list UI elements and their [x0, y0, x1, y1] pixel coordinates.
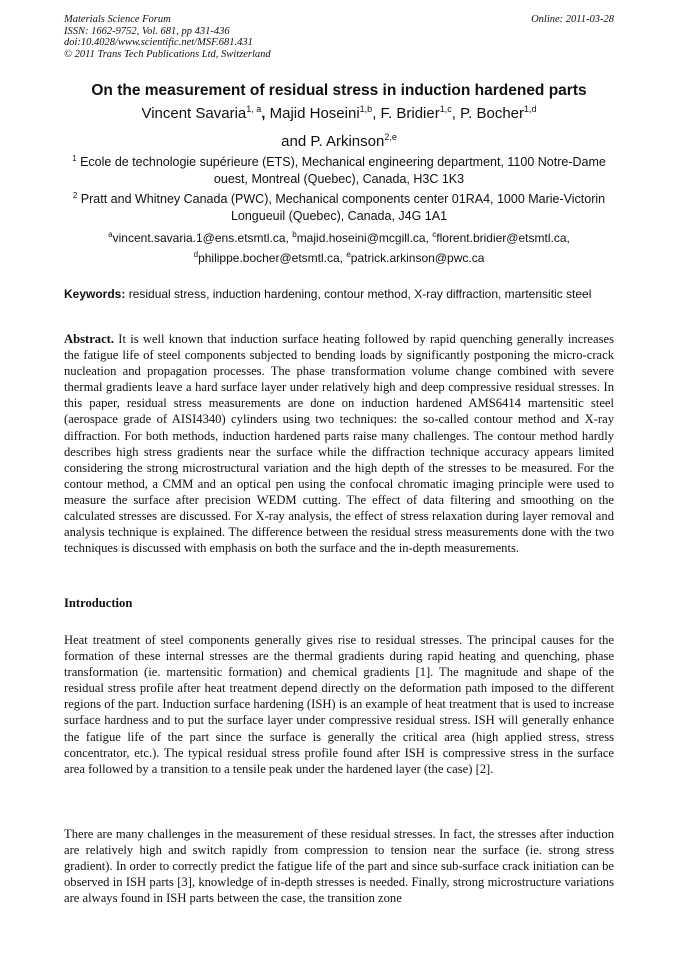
affiliation-1: [60, 154, 618, 188]
email-sup: b: [292, 230, 297, 239]
author-name: Vincent Savaria: [141, 105, 247, 122]
email-c[interactable]: florent.bridier@etsmtl.ca,: [436, 231, 570, 245]
affiliation-sup: 2: [72, 191, 78, 200]
abstract-label: Abstract.: [64, 332, 115, 346]
author-list-line2: [40, 129, 638, 155]
issn-line: ISSN: 1662-9752, Vol. 681, pp 431-436: [64, 25, 230, 37]
affiliation-sup: 1: [72, 154, 77, 163]
abstract-block: [64, 331, 614, 556]
author-name: P. Bocher: [460, 105, 525, 122]
author-sup: 2,e: [384, 132, 397, 142]
author-sup: 1,b: [359, 104, 373, 114]
email-d[interactable]: philippe.bocher@etsmtl.ca,: [198, 251, 343, 265]
intro-paragraph-1: Heat treatment of steel components generally gives rise to residual stresses. The principal causes for the formation of these internal stresses are the thermal gradients during rapid heating and quenching, phase transformation (ie. martensitic formation) and chemical gradients [1]. The magnitude and shape of the residual stress profile after heat treatment depend directly on the deformation path imposed to the different regions of the part. Induction surface hardening (ISH) is an example of heat treatment that is used to increase surface hardness and to put the surface layer under compressive residual stress. ISH will generally enhance the fatigue life of the part since the surface is generally the critical area (high applied stress, stress concentrator, etc.). The typical residual stress profile found after ISH is compressive stress in the surface area followed by a transition to a tensile peak under the hardened layer (the case) [2].: [64, 633, 614, 776]
author-name: Majid Hoseini: [269, 105, 360, 122]
email-sup: d: [193, 250, 199, 259]
paper-title: On the measurement of residual stress in induction hardened parts: [91, 82, 587, 99]
author-sup: 1,c: [439, 104, 452, 114]
affiliation-text: Pratt and Whitney Canada (PWC), Mechanical components center 01RA4, 1000 Marie-Victorin Longueuil (Quebec), Canada, J4G 1A1: [80, 192, 606, 223]
email-sup: e: [346, 250, 351, 259]
author-name: F. Bridier: [380, 105, 440, 122]
keywords-block: [64, 286, 614, 302]
email-line-2: [40, 246, 638, 270]
author-sup: 1, a: [246, 104, 262, 114]
author-sup: 1,d: [524, 104, 537, 114]
copyright-line: © 2011 Trans Tech Publications Ltd, Switzerland: [64, 48, 271, 60]
email-b[interactable]: majid.hoseini@mcgill.ca,: [296, 231, 429, 245]
keywords-label: Keywords:: [64, 287, 126, 301]
journal-name: Materials Science Forum: [64, 14, 171, 25]
introduction-heading: Introduction: [64, 596, 133, 610]
journal-header: [64, 14, 271, 60]
abstract-text: It is well known that induction surface heating followed by rapid quenching generally increases the fatigue life of steel components subjected to bending loads by significantly postponing the micro-crack nucleation and propagation processes. The phase transformation volume change combined with severe thermal gradients leave a hard surface layer under relatively high and deep compressive residual stresses. In this paper, residual stress measurements are done on induction hardened AMS6414 martensitic steel (aerospace grade of AISI4340) cylinders using two techniques: the so-called contour method and X-ray diffraction. For both methods, induction hardened parts raise many challenges. The contour method hardly describes high stress gradients near the surface while the diffraction technique accuracy appears limited considering the strong microstructural variation and the high depth of the stresses to be measured. For the contour method, a CMM and an optical pen using the confocal chromatic imaging principle were used to measure the surface after precision WEDM cutting. The effect of data filtering and smoothing on the calculated stresses are discussed. For X-ray analysis, the effect of stress relaxation during layer removal and analysis technique is explained. The difference between the residual stress measurements done with the two techniques is discussed with emphasis on both the surface and the in-depth measurements.: [64, 332, 614, 556]
author-name: and P. Arkinson: [281, 133, 385, 150]
email-sup: c: [432, 230, 437, 239]
keywords-text: residual stress, induction hardening, contour method, X-ray diffraction, martensitic steel: [128, 287, 592, 301]
email-e[interactable]: patrick.arkinson@pwc.ca: [350, 251, 485, 265]
email-sup: a: [108, 230, 113, 239]
doi-line[interactable]: doi:10.4028/www.scientific.net/MSF.681.431: [64, 37, 253, 48]
affiliation-2: [60, 191, 618, 225]
affiliation-text: Ecole de technologie supérieure (ETS), Mechanical engineering department, 1100 Notre-Dame ouest, Montreal (Quebec), Canada, H3C 1K3: [80, 155, 606, 186]
email-a[interactable]: vincent.savaria.1@ens.etsmtl.ca,: [112, 231, 289, 245]
author-list: Vincent Savaria$^{1, a}$, Majid Hoseini$^{1,b}$, F. Bridier$^{1,c}$, P. Bocher$^{1,d}$: [141, 104, 537, 122]
online-date: Online: 2011-03-28: [531, 14, 614, 25]
intro-paragraph-2: There are many challenges in the measurement of these residual stresses. In fact, the stresses after induction are relatively high and switch rapidly from compression to tension near the surface (ie. strong stress gradient). In order to correctly predict the fatigue life of the part and since sub-surface crack initiation can be observed in ISH parts [3], knowledge of in-depth stresses is needed. Finally, strong microstructure variations are always found in ISH parts between the case, the transition zone: [64, 827, 614, 906]
